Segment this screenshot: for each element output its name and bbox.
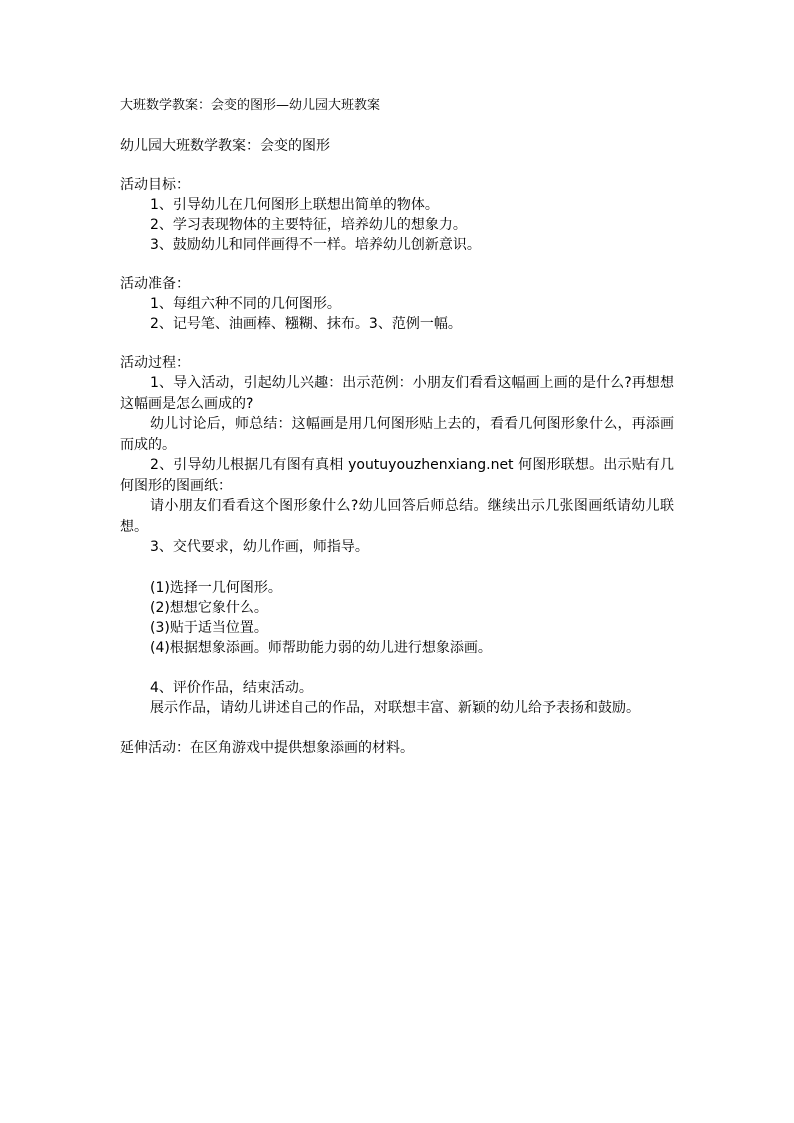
document-title: 大班数学教案：会变的图形—幼儿园大班教案 [120,98,381,113]
process-step: (2)想想它象什么。 [150,599,268,616]
process-step: (3)贴于适当位置。 [150,619,268,636]
lesson-heading: 幼儿园大班数学教案：会变的图形 [120,138,330,154]
process-paragraph: 2、引导幼儿根据几有图有真相 youtuyouzhenxiang.net 何图形联想。出示贴有几何图形的图画纸： [120,457,674,494]
process-step: (4)根据想象添画。师帮助能力弱的幼儿进行想象添画。 [150,639,492,656]
goal-item: 2、学习表现物体的主要特征，培养幼儿的想象力。 [150,217,467,233]
goal-item: 1、引导幼儿在几何图形上联想出简单的物体。 [150,197,439,213]
goals-label: 活动目标： [120,177,190,193]
process-step: (1)选择一几何图形。 [150,579,282,596]
blank-line [120,658,680,678]
process-paragraph: 1、导入活动，引起幼儿兴趣：出示范例：小朋友们看看这幅画上画的是什么?再想想这幅画是怎么画成的? [120,375,674,412]
prep-label: 活动准备： [120,276,190,292]
closing-paragraph: 展示作品，请幼儿讲述自己的作品，对联想丰富、新颖的幼儿给予表扬和鼓励。 [150,700,640,716]
document-body [120,96,680,758]
prep-item: 2、记号笔、油画棒、糨糊、抹布。3、范例一幅。 [150,316,462,332]
closing-paragraph: 4、评价作品，结束活动。 [150,679,313,696]
extension-activity: 延伸活动：在区角游戏中提供想象添画的材料。 [120,739,414,756]
process-paragraph: 请小朋友们看看这个图形象什么?幼儿回答后师总结。继续出示几张图画纸请幼儿联想。 [120,498,674,535]
prep-item: 1、每组六种不同的几何图形。 [150,296,341,312]
goal-item: 3、鼓励幼儿和同伴画得不一样。培养幼儿创新意识。 [150,237,481,253]
process-section [120,353,680,719]
process-label: 活动过程： [120,355,190,371]
blank-line [120,558,680,578]
prep-section [120,274,680,334]
process-paragraph: 3、交代要求，幼儿作画，师指导。 [150,539,369,555]
goals-section [120,175,680,255]
process-paragraph: 幼儿讨论后，师总结：这幅画是用几何图形贴上去的，看看几何图形象什么，再添画而成的。 [120,416,674,453]
